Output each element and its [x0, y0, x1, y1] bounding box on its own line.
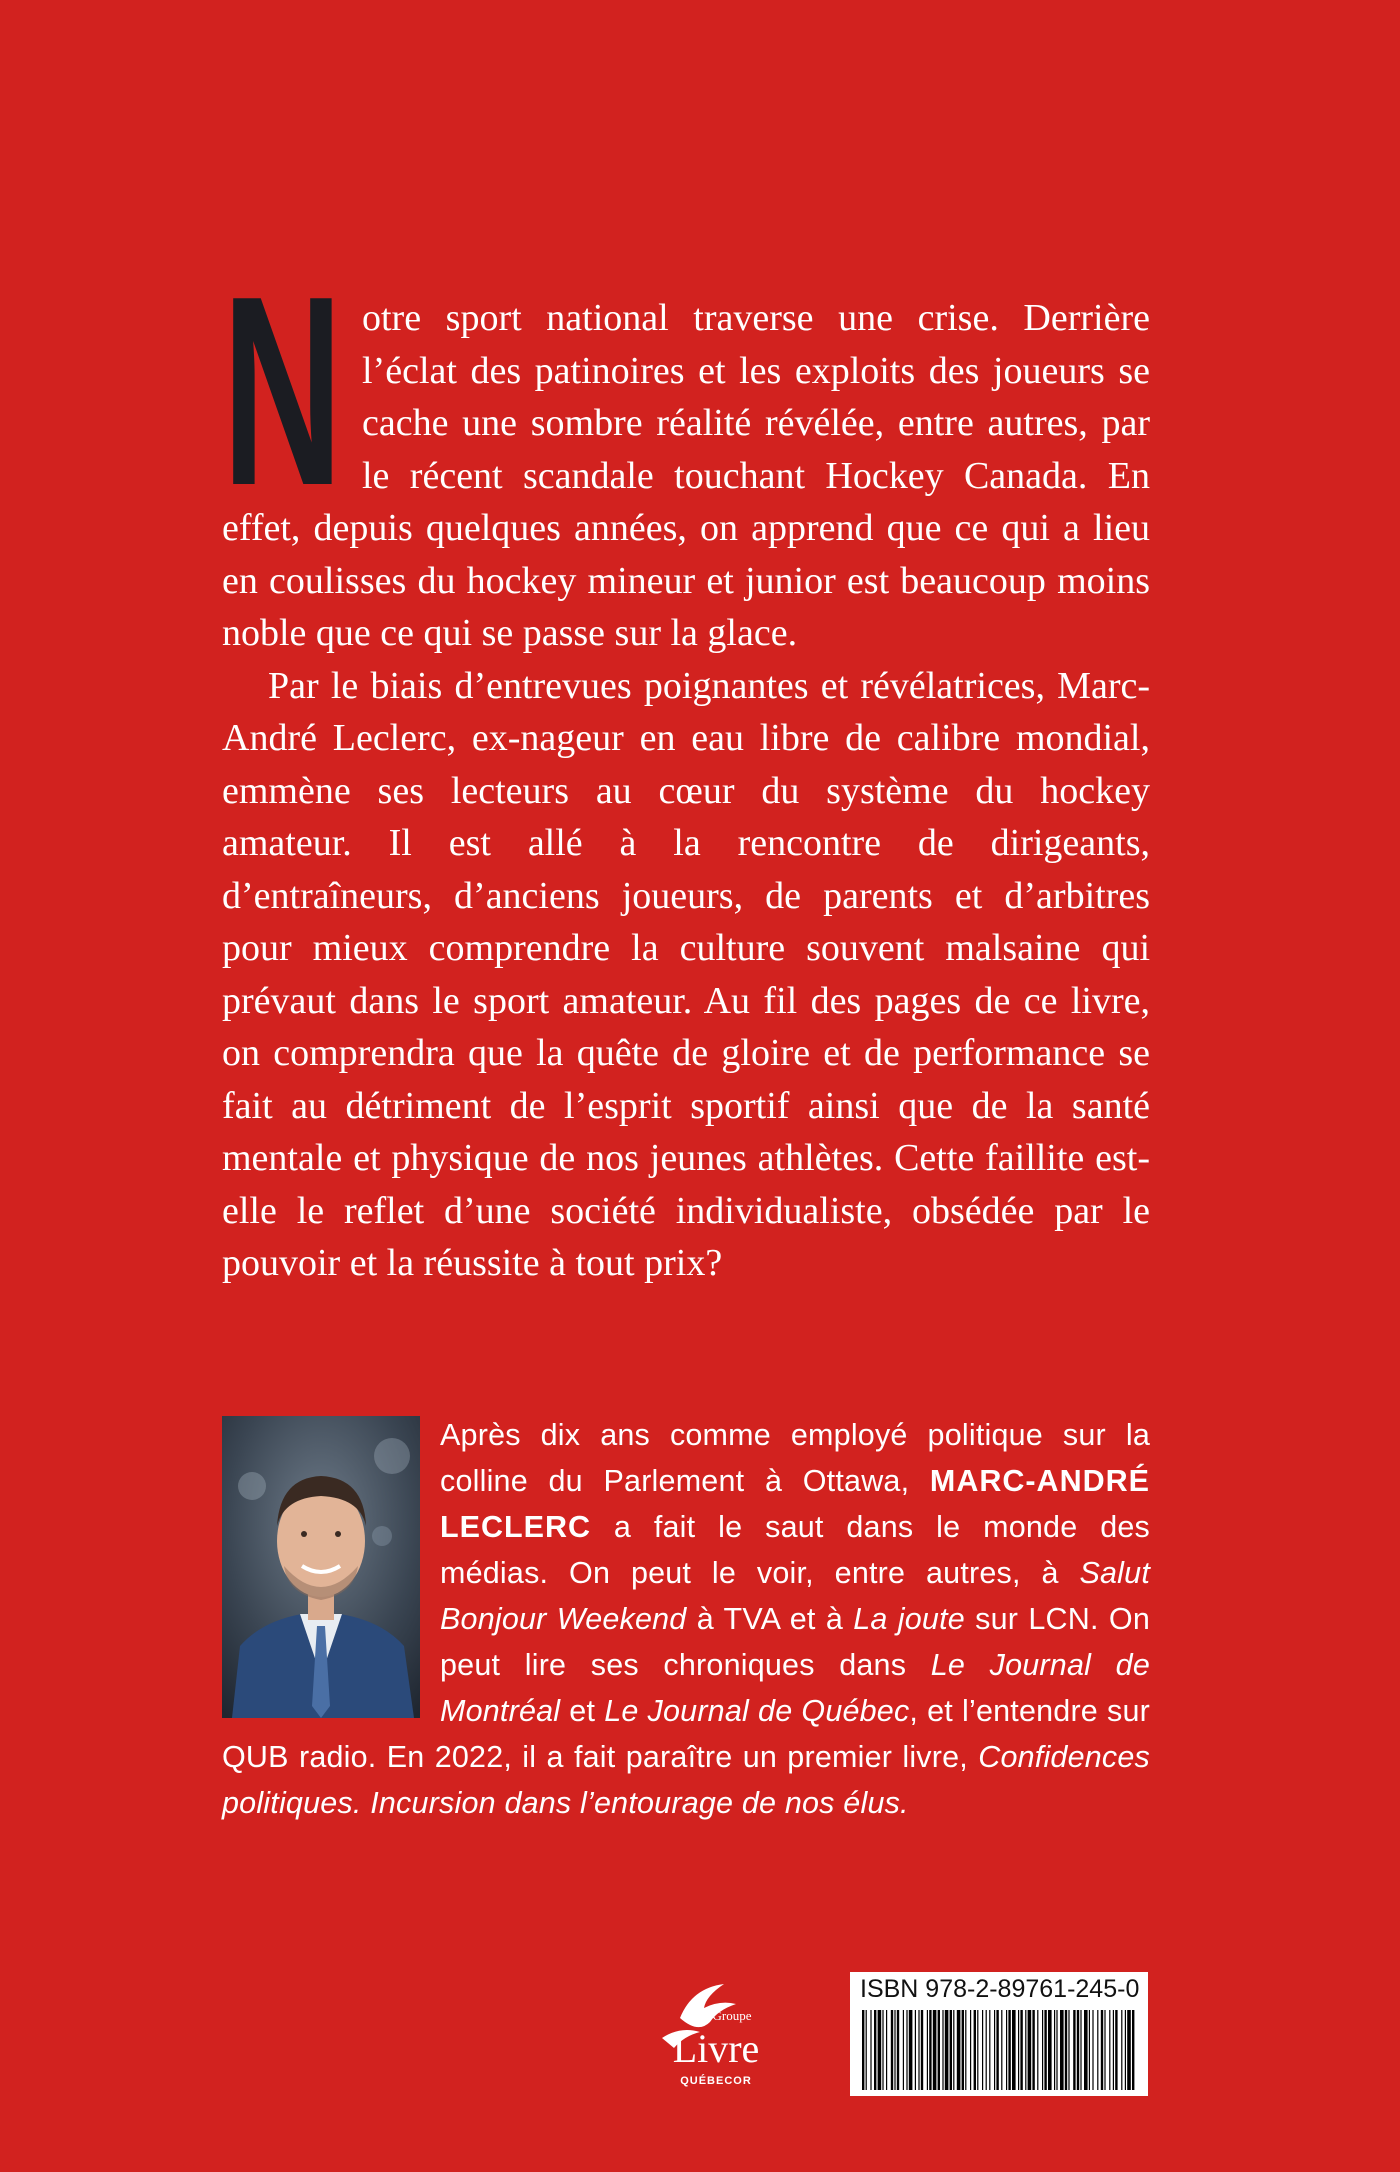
barcode-bar — [986, 2010, 987, 2090]
barcode-bar — [1006, 2010, 1007, 2090]
barcode-bar — [915, 2010, 916, 2090]
publisher-line-1: Groupe — [712, 2008, 752, 2023]
barcode-bar — [965, 2010, 966, 2090]
barcode-bar — [909, 2010, 913, 2090]
barcode-bar — [1048, 2010, 1052, 2090]
barcode-bar — [878, 2010, 882, 2090]
barcode-bar — [977, 2010, 978, 2090]
barcode-bar — [953, 2010, 954, 2090]
barcode-bar — [906, 2010, 907, 2090]
barcode-bar — [1127, 2010, 1131, 2090]
blurb-paragraph-1 — [222, 241, 1150, 660]
barcode-bar — [1001, 2010, 1002, 2090]
barcode-bar — [1028, 2010, 1032, 2090]
back-cover-blurb — [222, 241, 1150, 1290]
barcode-bar — [1097, 2010, 1098, 2090]
barcode-bar — [1032, 2010, 1034, 2090]
barcode-bar — [921, 2010, 923, 2090]
barcode-bar — [1008, 2010, 1010, 2090]
author-photo — [222, 1416, 420, 1718]
bio-segment: sur LCN. On peut lire ses chroniques dans — [440, 1602, 1150, 1682]
barcode-bar — [1025, 2010, 1026, 2090]
publisher-line-3: QUÉBECOR — [680, 2075, 752, 2087]
barcode-bar — [866, 2010, 867, 2090]
newspaper-title: Le Journal de Québec — [604, 1694, 910, 1728]
barcode-bar — [1018, 2010, 1019, 2090]
barcode-bar — [1089, 2010, 1090, 2090]
barcode-bar — [1044, 2010, 1046, 2090]
barcode-bar — [897, 2010, 899, 2090]
barcode-bar — [974, 2010, 976, 2090]
barcode-bar — [989, 2010, 990, 2090]
author-bio — [222, 1412, 1150, 1826]
barcode-bar — [886, 2010, 887, 2090]
barcode-bar — [1084, 2010, 1088, 2090]
barcode-bar — [982, 2010, 983, 2090]
barcode-bar — [1121, 2010, 1122, 2090]
barcode-bar — [1056, 2010, 1057, 2090]
show-title: La joute — [853, 1602, 965, 1636]
isbn-barcode — [850, 1972, 1148, 2096]
barcode-bar — [918, 2010, 919, 2090]
bio-segment: , et l’entendre sur QUB radio. En 2022, il a fait paraître un premier livre, — [222, 1694, 1150, 1774]
barcode-bar — [957, 2010, 961, 2090]
barcode-bar — [933, 2010, 937, 2090]
barcode-bar — [1020, 2010, 1022, 2090]
bio-segment: Après dix ans comme employé politique sur la colline du Parlement à Ottawa, — [440, 1418, 1150, 1498]
barcode-bar — [862, 2010, 864, 2090]
bio-segment: et — [560, 1694, 605, 1728]
barcode-bar — [1092, 2010, 1093, 2090]
publisher-line-2: Livre — [672, 2026, 760, 2071]
barcode-bar — [962, 2010, 964, 2090]
drop-cap: N — [222, 241, 343, 542]
bio-segment: à TVA et à — [686, 1602, 854, 1636]
barcode-bar — [994, 2010, 995, 2090]
barcode-bar — [1113, 2010, 1114, 2090]
barcode-bar — [1104, 2010, 1105, 2090]
author-name: MARC-ANDRÉ LECLERC — [440, 1464, 1150, 1544]
barcode-bar — [1080, 2010, 1081, 2090]
barcode-bar — [927, 2010, 928, 2090]
barcode-bar — [950, 2010, 952, 2090]
barcode-bar — [1012, 2010, 1016, 2090]
barcode-icon — [862, 2010, 1136, 2090]
barcode-bar — [1132, 2010, 1134, 2090]
barcode-bar — [942, 2010, 943, 2090]
book-title: Confidences politiques. Incursion dans l’entourage de nos élus. — [222, 1740, 1150, 1820]
barcode-bar — [891, 2010, 893, 2090]
barcode-bar — [1073, 2010, 1075, 2090]
barcode-bar — [1037, 2010, 1038, 2090]
barcode-bar — [870, 2010, 871, 2090]
barcode-bar — [1115, 2010, 1117, 2090]
barcode-bar — [1101, 2010, 1103, 2090]
newspaper-title: Le Journal de Montréal — [440, 1648, 1150, 1728]
barcode-bar — [1065, 2010, 1067, 2090]
barcode-bar — [996, 2010, 998, 2090]
barcode-bar — [1060, 2010, 1064, 2090]
isbn-number: ISBN 978-2-89761-245-0 — [860, 1975, 1140, 2003]
barcode-bar — [903, 2010, 904, 2090]
barcode-bar — [945, 2010, 949, 2090]
barcode-bar — [938, 2010, 940, 2090]
show-title: Salut Bonjour Weekend — [440, 1556, 1150, 1636]
barcode-bar — [882, 2010, 883, 2090]
barcode-bar — [874, 2010, 876, 2090]
barcode-bar — [1077, 2010, 1079, 2090]
barcode-bar — [970, 2010, 971, 2090]
barcode-bar — [1054, 2010, 1055, 2090]
publisher-logo — [640, 1970, 780, 2110]
bio-segment: a fait le saut dans le monde des médias. On peut le voir, entre autres, à — [440, 1510, 1150, 1590]
barcode-bar — [1125, 2010, 1126, 2090]
barcode-bar — [1109, 2010, 1110, 2090]
blurb-paragraph-1-text: otre sport national traverse une crise. Derrière l’éclat des patinoires et les exploits des joueurs se cache une sombre réalité révélée, entre autres, par le récent scandale touchant Hockey Canada. En effet, depuis quelques années, on apprend que ce qui a lieu en coulisses du hockey mineur et junior est beaucoup moins noble que ce qui se passe sur la glace. — [222, 297, 1150, 654]
barcode-bar — [894, 2010, 895, 2090]
barcode-bar — [1068, 2010, 1069, 2090]
barcode-bar — [929, 2010, 931, 2090]
barcode-bar — [1042, 2010, 1043, 2090]
blurb-paragraph-2: Par le biais d’entrevues poignantes et révélatrices, Marc-André Leclerc, ex-nageur en eau libre de calibre mondial, emmène ses lecteurs au cœur du système du hockey amateur. Il est allé à la rencontre de dirigeants, d’entraîneurs, d’anciens joueurs, de parents et d’arbitres pour mieux comprendre la culture souvent malsaine qui prévaut dans le sport amateur. Au fil des pages de ce livre, on comprendra que la quête de gloire et de performance se fait au détriment de l’esprit sportif ainsi que de la santé mentale et physique de nos jeunes athlètes. Cette faillite est-elle le reflet d’une société individualiste, obsédée par le pouvoir et la réussite à tout prix? — [222, 664, 1150, 1284]
